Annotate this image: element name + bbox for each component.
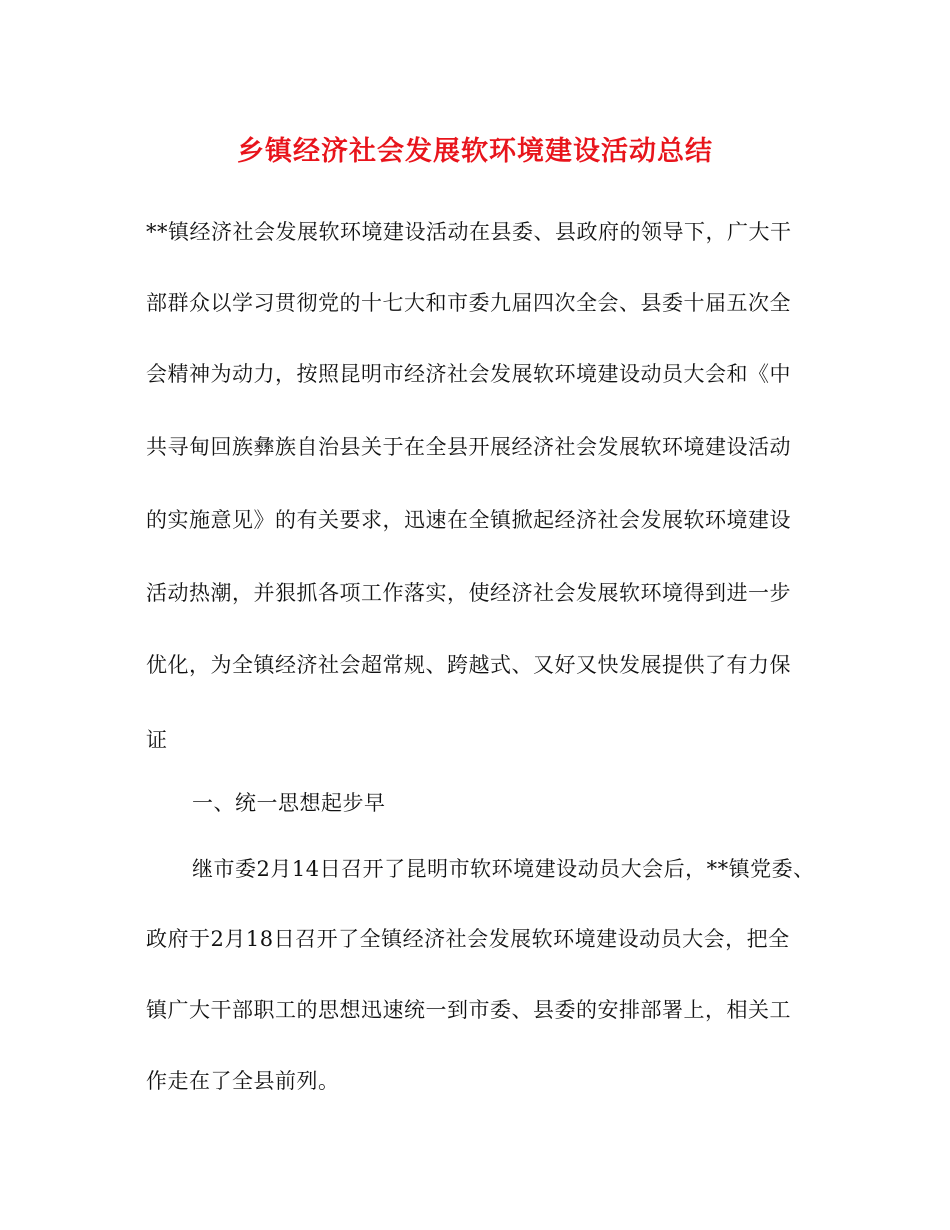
section-heading: 一、统一思想起步早 bbox=[192, 791, 386, 815]
paragraph-line: 部群众以学习贯彻党的十七大和市委九届四次全会、县委十届五次全 bbox=[146, 291, 791, 315]
document-title: 乡镇经济社会发展软环境建设活动总结 bbox=[237, 136, 713, 167]
paragraph-line: 共寻甸回族彝族自治县关于在全县开展经济社会发展软环境建设活动 bbox=[146, 435, 791, 459]
paragraph-line: 会精神为动力，按照昆明市经济社会发展软环境建设动员大会和《中 bbox=[146, 362, 791, 386]
paragraph-line: 镇广大干部职工的思想迅速统一到市委、县委的安排部署上，相关工 bbox=[146, 998, 791, 1022]
paragraph-line: 优化，为全镇经济社会超常规、跨越式、又好又快发展提供了有力保 bbox=[146, 653, 791, 677]
paragraph-line: 证 bbox=[146, 728, 168, 752]
paragraph-line: 政府于2月18日召开了全镇经济社会发展软环境建设动员大会，把全 bbox=[146, 927, 790, 951]
paragraph-line: 的实施意见》的有关要求，迅速在全镇掀起经济社会发展软环境建设 bbox=[146, 508, 791, 532]
paragraph-line: 继市委2月14日召开了昆明市软环境建设动员大会后，**镇党委、 bbox=[192, 857, 815, 881]
paragraph-line: 活动热潮，并狠抓各项工作落实，使经济社会发展软环境得到进一步 bbox=[146, 581, 791, 605]
paragraph-line: 作走在了全县前列。 bbox=[146, 1069, 340, 1093]
paragraph-line: **镇经济社会发展软环境建设活动在县委、县政府的领导下，广大干 bbox=[146, 220, 792, 244]
